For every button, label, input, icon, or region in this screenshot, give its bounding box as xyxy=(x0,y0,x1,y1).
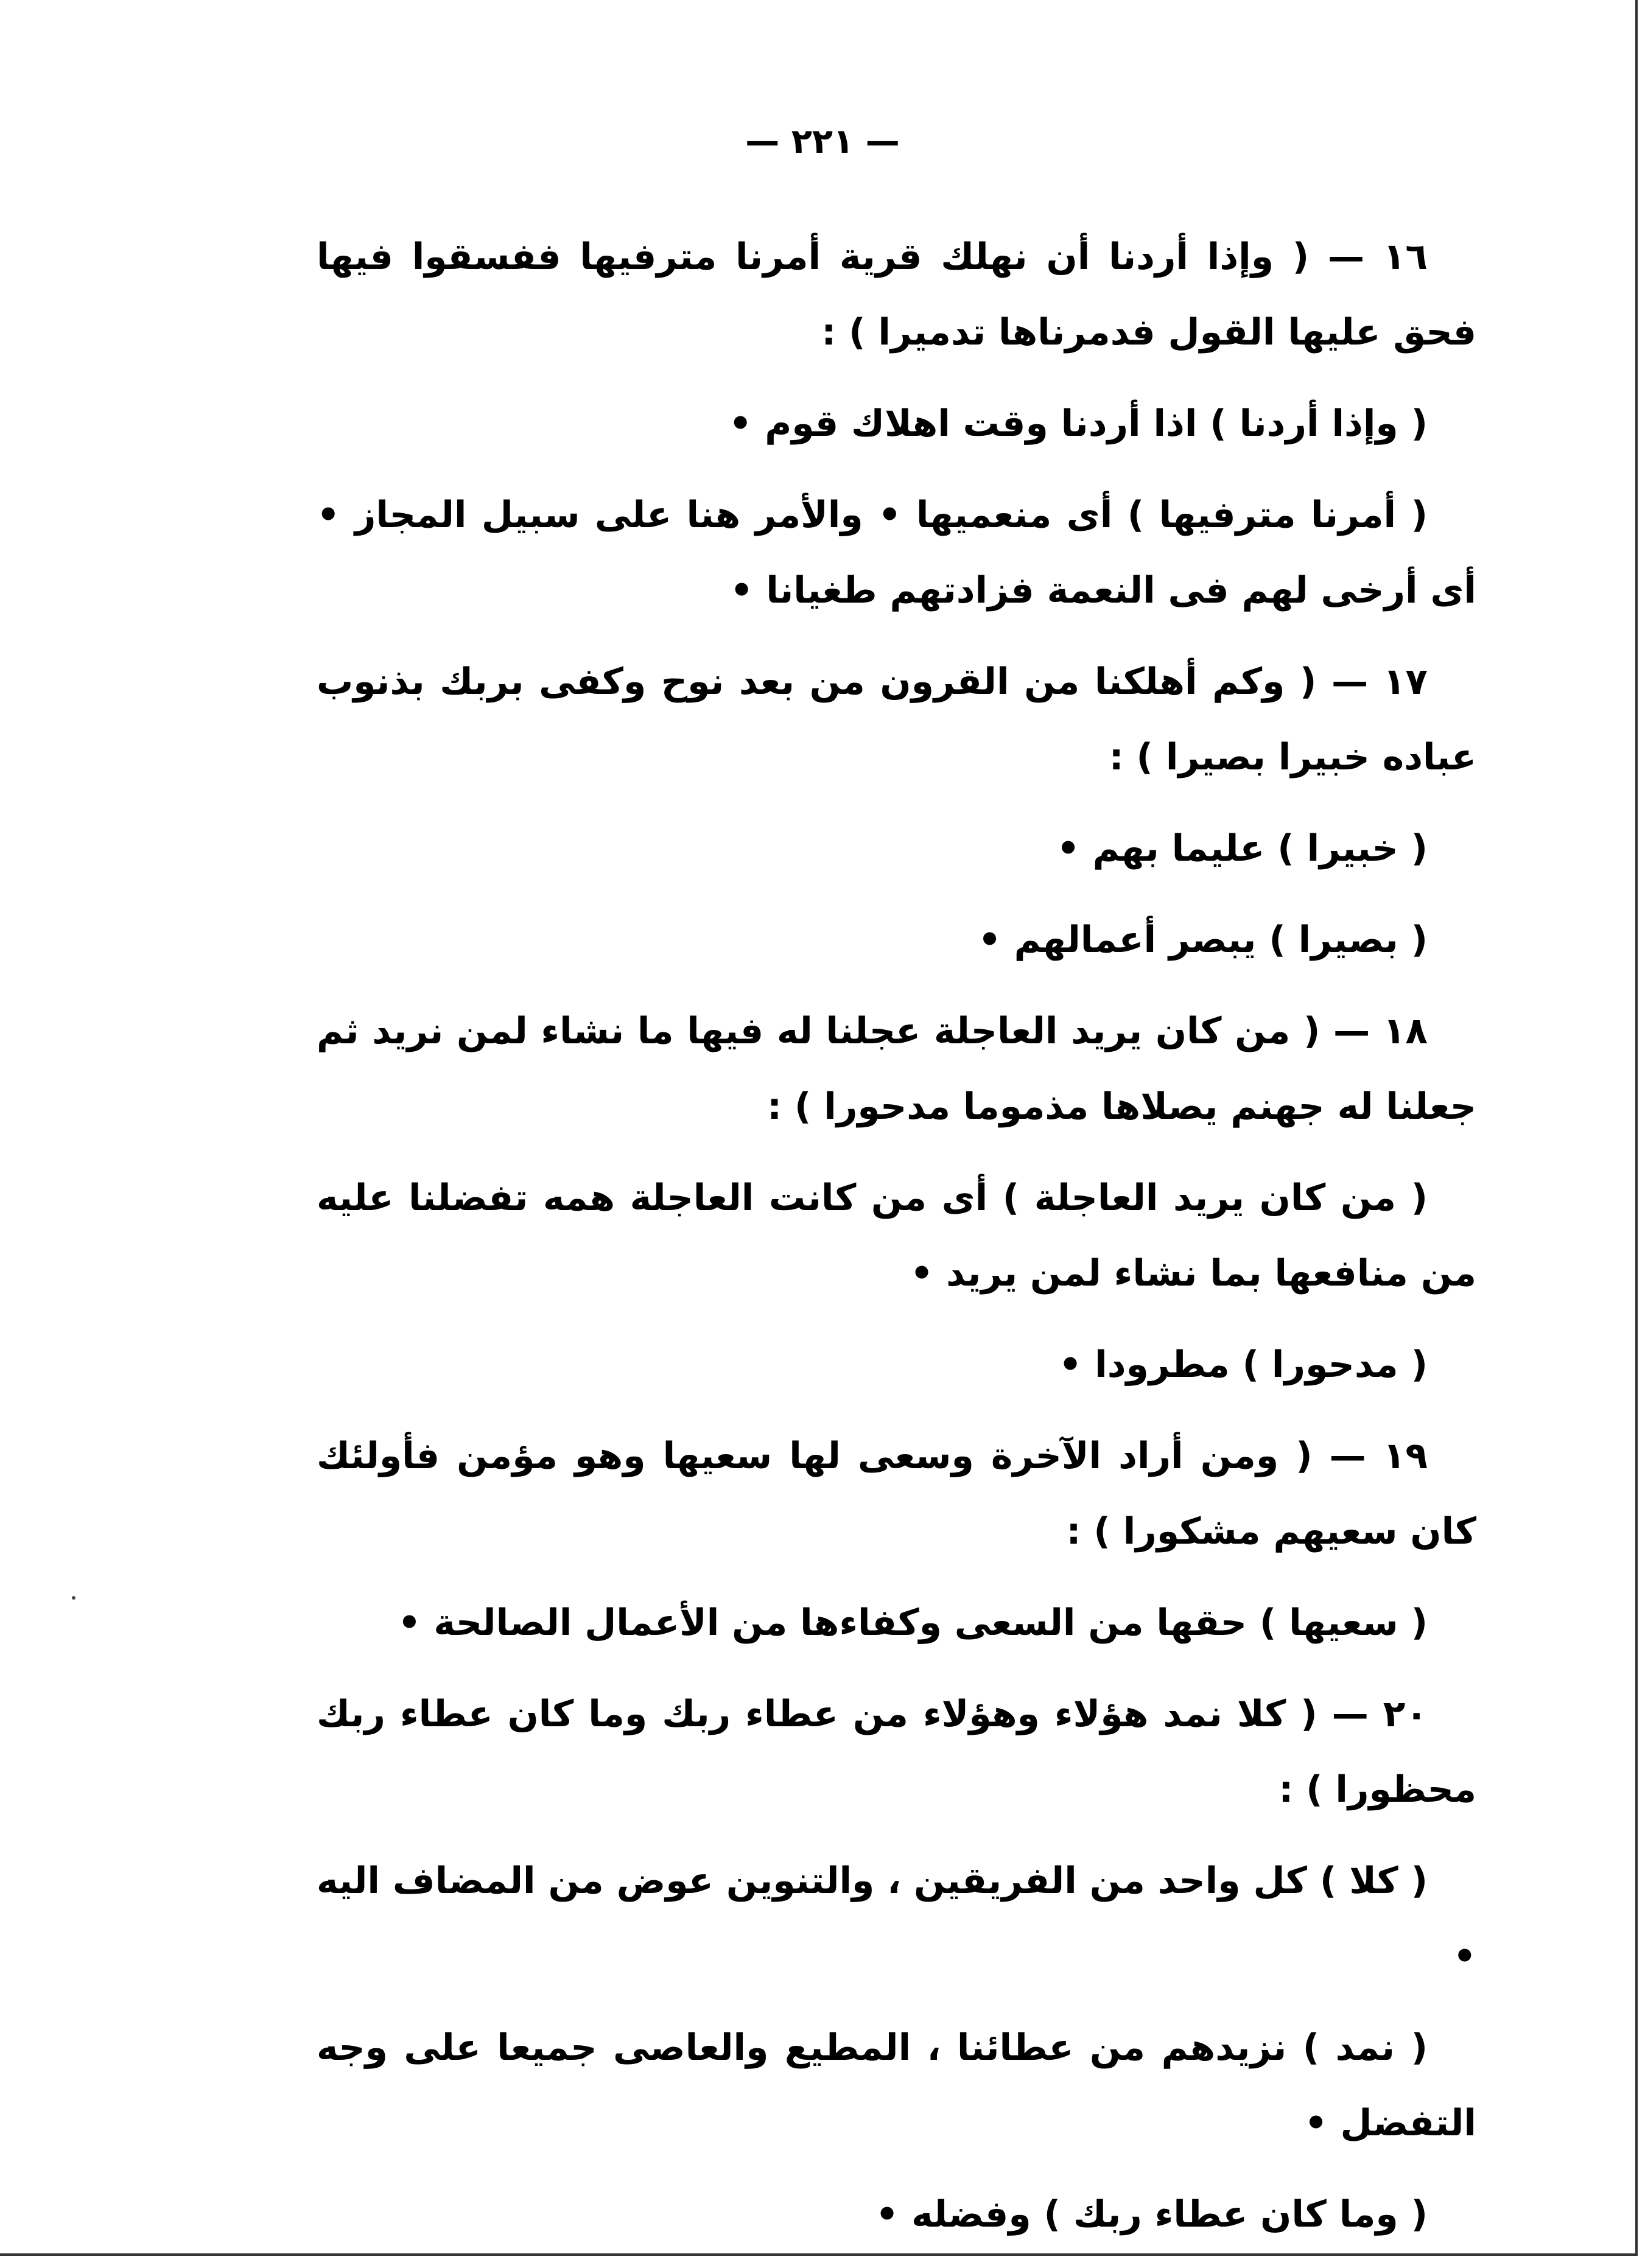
gloss-paragraph: ( نمد ) نزيدهم من عطائنا ، المطيع والعاصى جميعا على وجه التفضل • xyxy=(317,2026,1476,2144)
gloss-paragraph: ( كلا ) كل واحد من الفريقين ، والتنوين عوض من المضاف اليه • xyxy=(317,1860,1476,1978)
gloss-paragraph: ( سعيها ) حقها من السعى وكفاءها من الأعمال الصالحة • xyxy=(398,1601,1428,1644)
scan-speck xyxy=(72,1596,75,1600)
verse-18: ١٨ — ( من كان يريد العاجلة عجلنا له فيها ما نشاء لمن نريد ثم جعلنا له جهنم يصلاها مذموما مدحورا ) : xyxy=(317,1010,1476,1128)
text-column xyxy=(317,219,1476,2268)
page-number: — ٢٢١ — xyxy=(745,122,900,161)
gloss-paragraph: ( مدحورا ) مطرودا • xyxy=(1058,1343,1428,1386)
gloss-paragraph: ( خبيرا ) عليما بهم • xyxy=(1056,827,1428,870)
gloss-paragraph: ( بصيرا ) يبصر أعمالهم • xyxy=(978,919,1428,961)
verse-17: ١٧ — ( وكم أهلكنا من القرون من بعد نوح وكفى بربك بذنوب عباده خبيرا بصيرا ) : xyxy=(317,660,1476,779)
verse-16: ١٦ — ( وإذا أردنا أن نهلك قرية أمرنا مترفيها ففسقوا فيها فحق عليها القول فدمرناها تدميرا ) : xyxy=(317,236,1476,354)
gloss-paragraph: ( وما كان عطاء ربك ) وفضله • xyxy=(875,2193,1428,2236)
verse-20: ٢٠ — ( كلا نمد هؤلاء وهؤلاء من عطاء ربك وما كان عطاء ربك محظورا ) : xyxy=(317,1693,1476,1811)
gloss-paragraph: ( وإذا أردنا ) اذا أردنا وقت اهلاك قوم • xyxy=(729,402,1428,445)
gloss-paragraph: ( من كان يريد العاجلة ) أى من كانت العاجلة همه تفضلنا عليه من منافعها بما نشاء لمن يريد • xyxy=(317,1177,1476,1295)
gloss-paragraph: ( أمرنا مترفيها ) أى منعميها • والأمر هنا على سبيل المجاز • أى أرخى لهم فى النعمة فزادتهم طغيانا • xyxy=(317,494,1476,612)
verse-19: ١٩ — ( ومن أراد الآخرة وسعى لها سعيها وهو مؤمن فأولئك كان سعيهم مشكورا ) : xyxy=(317,1435,1476,1553)
